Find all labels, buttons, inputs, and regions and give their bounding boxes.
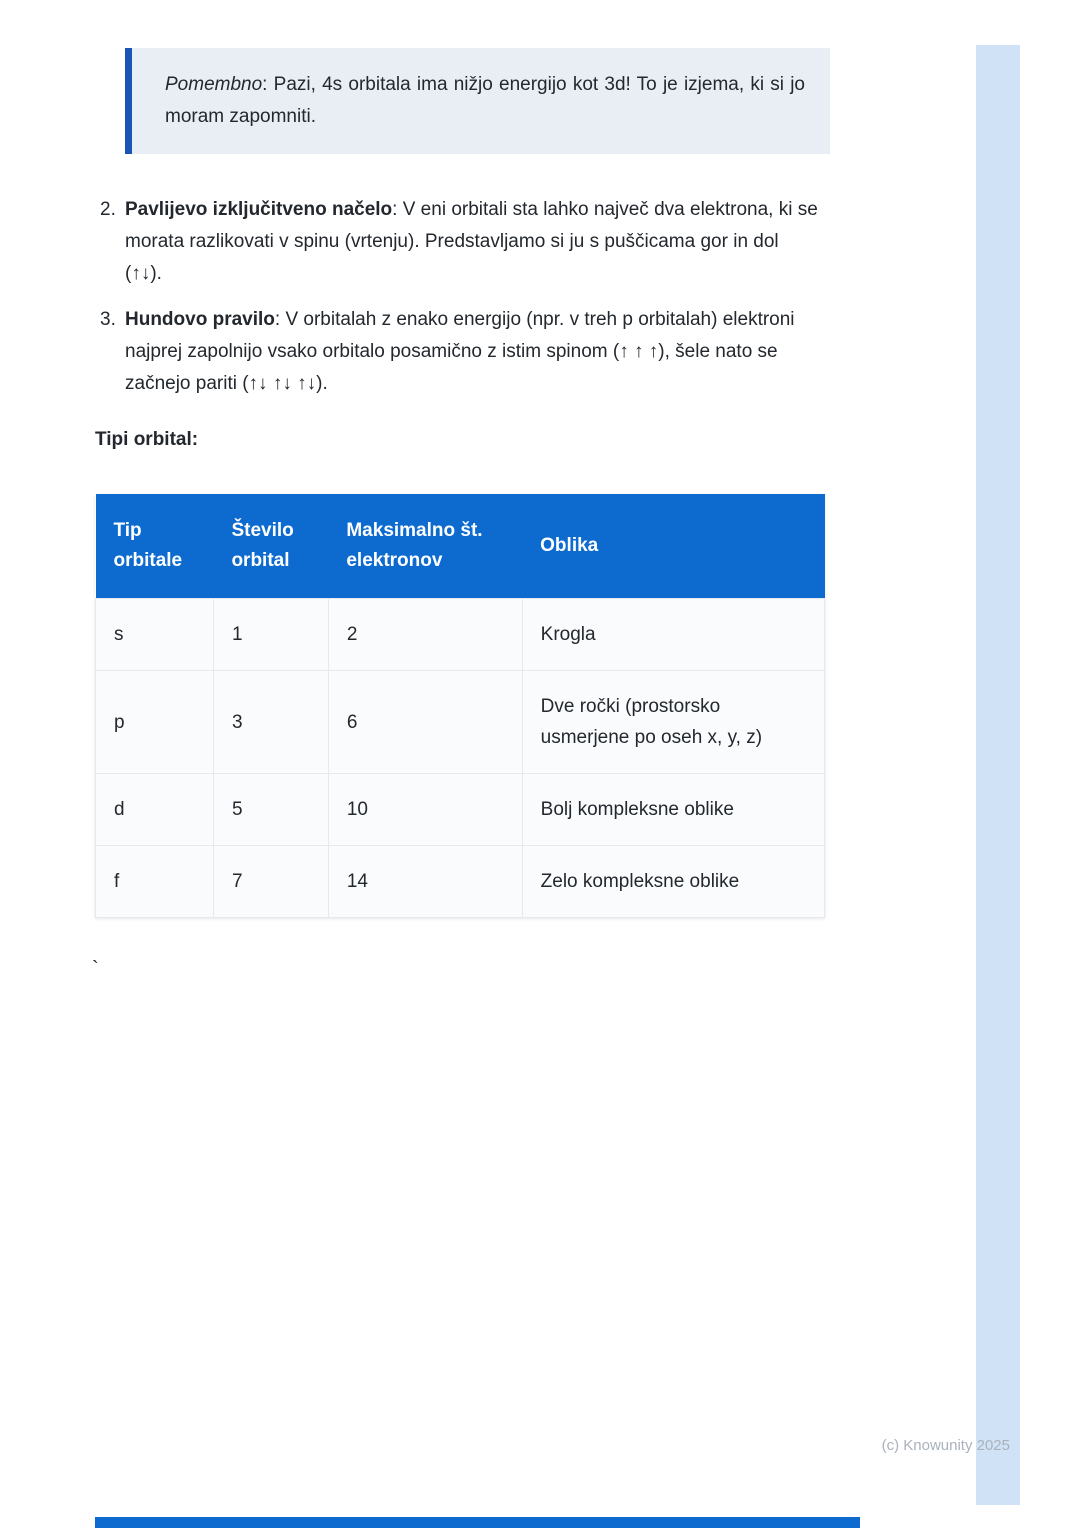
list-item-lead: Pavlijevo izključitveno načelo [125, 199, 393, 220]
footer-credit: (c) Knowunity 2025 [881, 1437, 1010, 1454]
orbital-types-table [95, 494, 825, 918]
table-row [96, 671, 825, 774]
list-item [100, 304, 818, 400]
table-cell: 1 [213, 599, 328, 671]
table-cell: Bolj kompleksne oblike [522, 774, 824, 846]
list-item-text [125, 304, 818, 400]
table-cell: 5 [213, 774, 328, 846]
list-item-body: : V orbitalah z enako energijo (npr. v treh p orbitalah) elektroni najprej zapolnijo vsako orbitalo posamično z istim spinom (↑ ↑ ↑), šele nato se začnejo pariti (↑↓ ↑↓ ↑↓). [125, 309, 795, 394]
orbital-table-body [96, 599, 825, 918]
list-item [100, 194, 818, 290]
callout-body: : Pazi, 4s orbitala ima nižjo energijo kot 3d! To je izjema, ki si jo moram zapomniti. [165, 74, 805, 127]
stray-backtick: ` [92, 958, 99, 980]
section-heading: Tipi orbital: [95, 429, 199, 450]
table-cell: 6 [328, 671, 522, 774]
table-cell: p [96, 671, 214, 774]
table-row [96, 846, 825, 918]
table-cell: 10 [328, 774, 522, 846]
table-cell: 14 [328, 846, 522, 918]
table-cell: s [96, 599, 214, 671]
orbital-table-head [96, 494, 825, 599]
table-row [96, 774, 825, 846]
table-cell: d [96, 774, 214, 846]
orbital-table-header-row [96, 494, 825, 599]
column-header: Maksimalno št. elektronov [328, 494, 522, 599]
column-header: Število orbital [213, 494, 328, 599]
list-item-body: : V eni orbitali sta lahko največ dva elektrona, ki se morata razlikovati v spinu (vrtenju). Predstavljamo si ju s puščicama gor in dol (↑↓). [125, 199, 818, 284]
table-cell: 7 [213, 846, 328, 918]
table-cell: 2 [328, 599, 522, 671]
table-cell: Dve ročki (prostorsko usmerjene po oseh x, y, z) [522, 671, 824, 774]
cut-off-next-block-bar [95, 1517, 860, 1528]
rules-list [100, 194, 818, 400]
list-item-number: 2. [100, 199, 116, 220]
table-cell: Krogla [522, 599, 824, 671]
list-item-text [125, 194, 818, 290]
table-cell: Zelo kompleksne oblike [522, 846, 824, 918]
column-header: Tip orbitale [96, 494, 214, 599]
important-callout [125, 48, 830, 154]
table-row [96, 599, 825, 671]
callout-lead: Pomembno [165, 74, 263, 95]
list-item-number: 3. [100, 309, 116, 330]
callout-text [165, 69, 805, 133]
column-header: Oblika [522, 494, 824, 599]
table-cell: 3 [213, 671, 328, 774]
list-item-lead: Hundovo pravilo [125, 309, 275, 330]
table-cell: f [96, 846, 214, 918]
